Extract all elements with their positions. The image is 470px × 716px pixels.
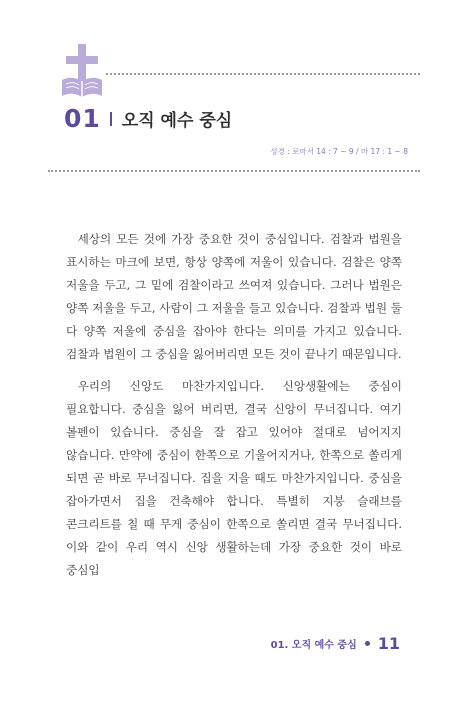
- header-divider-top: [106, 73, 420, 75]
- page-footer: [271, 634, 400, 653]
- paragraph: 우리의 신앙도 마찬가지입니다. 신앙생활에는 중심이 필요합니다. 중심을 잃어 버리면, 결국 신앙이 무너집니다. 여기 볼펜이 있습니다. 중심을 잘 잡고 있어야 절대로 넘어지지 않습니다. 만약에 중심이 한쪽으로 기울어지거나, 한쪽으로 쏠리게 되면 곧 바로 무너집니다. 집을 지을 때도 마찬가지입니다. 중심을 잡아가면서 집을 건축해야 합니다. 특별히 지붕 슬래브를 콘크리트를 칠 때 무게 중심이 한쪽으로 쏠리면 결국 무너집니다. 이와 같이 우리 역시 신앙 생활하는데 가장 중요한 것이 바로 중심입: [66, 378, 402, 578]
- chapter-number: 01: [64, 104, 101, 133]
- scripture-reference: 성경 : 로마서 14 : 7 ~ 9 / 마 17 : 1 ~ 8: [270, 147, 408, 156]
- cross-book-icon: [60, 44, 104, 100]
- chapter-title: 오직 예수 중심: [121, 111, 233, 131]
- paragraph: 세상의 모든 것에 가장 중요한 것이 중심입니다. 검찰과 법원을 표시하는 마크에 보면, 항상 양쪽에 저울이 있습니다. 검찰은 양쪽 저울을 두고, 그 밑에 검찰이라고 쓰여져 있습니다. 그러나 법원은 양쪽 저울을 두고, 사람이 그 저울을 들고 있습니다. 검찰과 법원 둘 다 양쪽 저울에 중심을 잡아야 한다는 의미를 가지고 있습니다. 검찰과 법원이 그 중심을 잃어버리면 모든 것이 끝나기 때문입니다.: [66, 232, 402, 362]
- page-number: 11: [377, 634, 400, 653]
- header-divider-bottom: [48, 170, 420, 172]
- body-text: [66, 228, 402, 582]
- bullet-icon: [365, 641, 370, 646]
- chapter-heading: [64, 104, 232, 133]
- chapter-separator: [110, 112, 112, 126]
- running-title: 01. 오직 예수 중심: [270, 640, 357, 651]
